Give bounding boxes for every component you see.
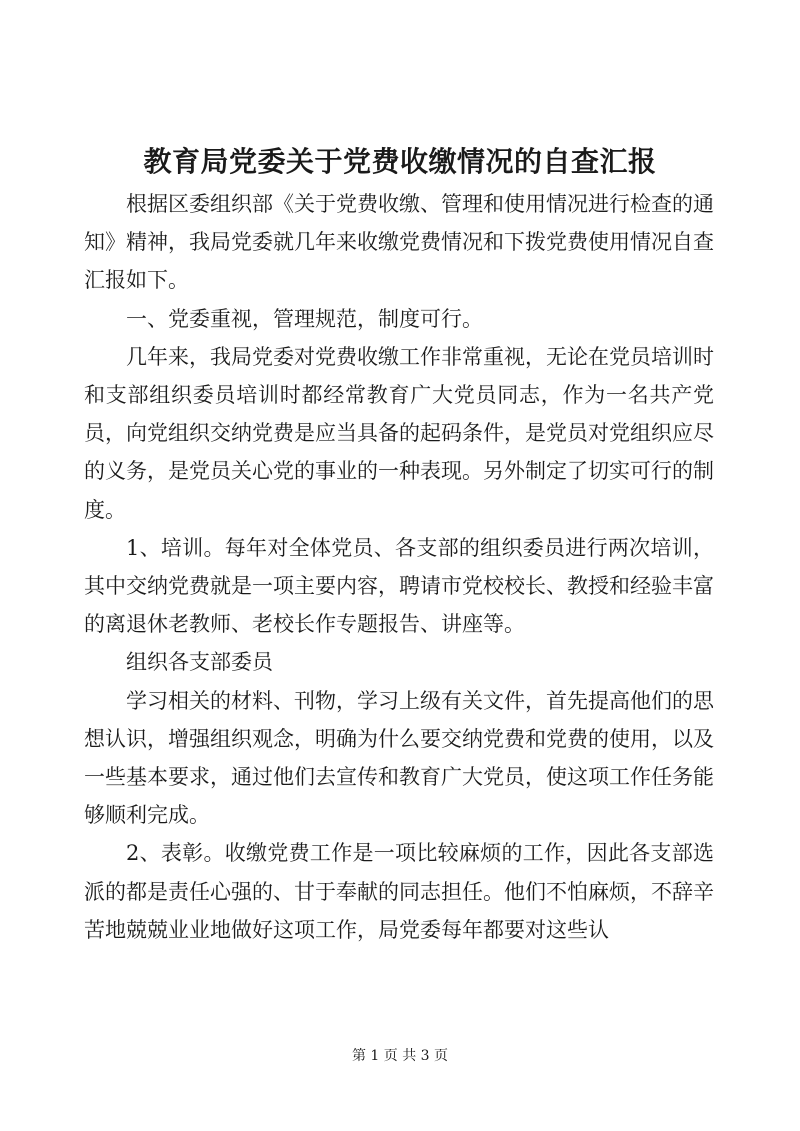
document-body (84, 185, 714, 949)
page-footer: 第 1 页 共 3 页 (351, 1048, 449, 1064)
paragraph-intro: 根据区委组织部《关于党费收缴、管理和使用情况进行检查的通知》精神，我局党委就几年来收缴党费情况和下拨党费使用情况自查汇报如下。 (84, 192, 714, 293)
paragraph-study: 学习相关的材料、刊物，学习上级有关文件，首先提高他们的思想认识，增强组织观念，明确为什么要交纳党费和党费的使用，以及一些基本要求，通过他们去宣传和教育广大党员，使这项工作任务能够顺利完成。 (84, 688, 714, 828)
paragraph-subheading: 组织各支部委员 (126, 650, 273, 675)
section-heading-1: 一、党委重视，管理规范，制度可行。 (126, 306, 483, 331)
document-title: 教育局党委关于党费收缴情况的自查汇报 (143, 145, 657, 178)
paragraph-overview: 几年来，我局党委对党费收缴工作非常重视，无论在党员培训时和支部组织委员培训时都经常教育广大党员同志，作为一名共产党员，向党组织交纳党费是应当具备的起码条件，是党员对党组织应尽的义务，是党员关心党的事业的一种表现。另外制定了切实可行的制度。 (84, 344, 714, 522)
paragraph-training: 1、培训。每年对全体党员、各支部的组织委员进行两次培训，其中交纳党费就是一项主要内容，聘请市党校校长、教授和经验丰富的离退休老教师、老校长作专题报告、讲座等。 (84, 535, 714, 637)
paragraph-commendation: 2、表彰。收缴党费工作是一项比较麻烦的工作，因此各支部选派的都是责任心强的、甘于奉献的同志担任。他们不怕麻烦，不辞辛苦地兢兢业业地做好这项工作，局党委每年都要对这些认 (84, 841, 714, 942)
